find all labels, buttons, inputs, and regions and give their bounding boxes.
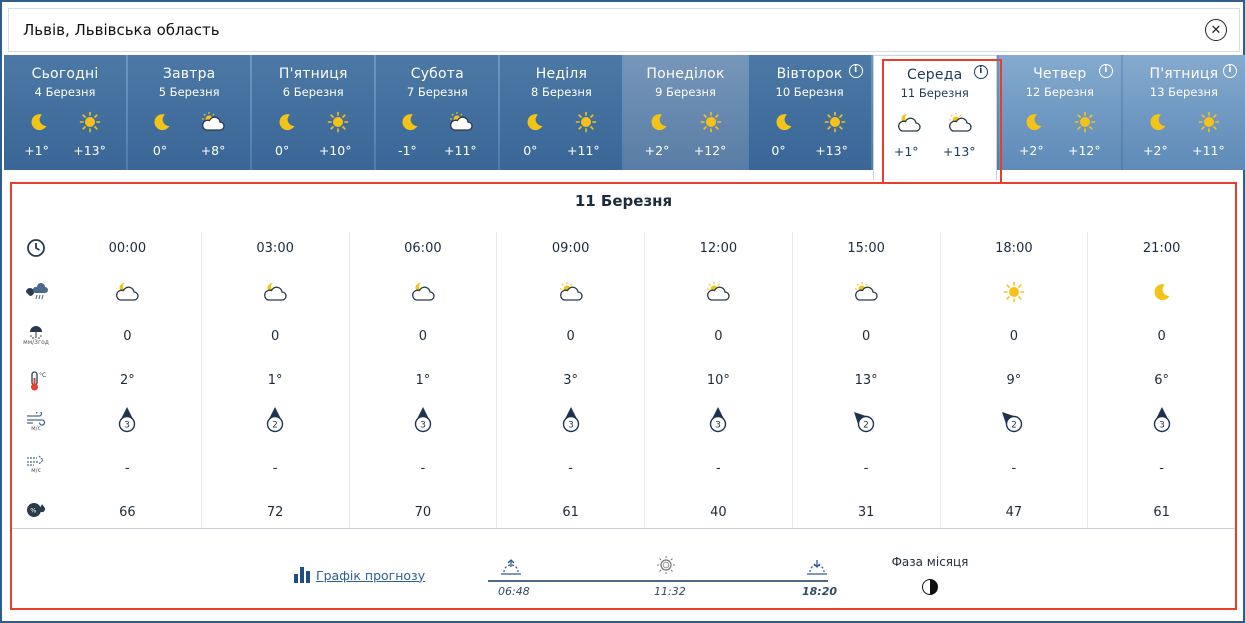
info-icon[interactable]: i [974, 65, 988, 79]
day-temps [252, 143, 374, 158]
precipitation-value: 0 [861, 328, 871, 344]
svg-text:3: 3 [420, 420, 426, 431]
hour-time: 18:00 [995, 240, 1033, 256]
humidity-value: 70 [414, 504, 432, 520]
temperature-value: 1° [415, 372, 431, 388]
wind-gust-icon [22, 454, 50, 480]
day-tab-3[interactable] [376, 55, 498, 170]
min-temp: +2° [1018, 143, 1044, 158]
min-temp: +2° [644, 143, 670, 158]
min-temp: 0° [152, 143, 168, 158]
hour-column [201, 232, 349, 528]
day-icons [999, 109, 1121, 135]
wind-gust-value: - [1159, 460, 1164, 476]
sun-icon [824, 111, 846, 133]
day-temps [874, 144, 996, 159]
wind-direction-icon [645, 404, 792, 436]
wind-gust-value: - [272, 460, 278, 476]
day-detail-panel [10, 182, 1237, 610]
max-temp: +8° [200, 143, 226, 158]
wind-icon [22, 412, 50, 438]
close-button[interactable] [1205, 19, 1227, 41]
first-quarter-moon-icon [922, 579, 938, 595]
day-date: 10 Березня [775, 85, 844, 99]
hourly-grid [12, 232, 1235, 528]
day-temps [1123, 143, 1245, 158]
day-date: 13 Березня [1149, 85, 1218, 99]
sun-icon [1074, 111, 1096, 133]
min-temp: +2° [1143, 143, 1168, 158]
humidity-value: 61 [1153, 504, 1170, 520]
precipitation-value: 0 [418, 328, 428, 344]
noon-sun-icon [656, 555, 676, 575]
partly-cloudy-night-icon [202, 280, 349, 304]
max-temp: +11° [1192, 143, 1225, 158]
day-icons [500, 109, 622, 135]
humidity-icon [22, 500, 50, 526]
day-temps [624, 143, 746, 158]
row-icons [22, 232, 52, 528]
hour-column [496, 232, 644, 528]
day-temps [4, 143, 126, 158]
day-date: 4 Березня [34, 85, 96, 99]
sun-icon [575, 111, 597, 133]
partly-cloudy-icon [497, 280, 644, 304]
moon-icon [1024, 112, 1044, 132]
day-icons [874, 110, 996, 136]
day-tab-0[interactable] [4, 55, 126, 170]
wind-gust-value: - [420, 460, 426, 476]
sun-icon [1198, 111, 1220, 133]
max-temp: +13° [815, 143, 848, 158]
hour-column [644, 232, 792, 528]
humidity-value: 66 [119, 504, 136, 520]
precipitation-value: 0 [1157, 328, 1166, 344]
day-tab-9[interactable] [1123, 55, 1245, 170]
day-tab-4[interactable] [500, 55, 622, 170]
temperature-value: 13° [854, 372, 878, 388]
day-tab-2[interactable] [252, 55, 374, 170]
min-temp: 0° [771, 143, 786, 158]
min-temp: 0° [523, 143, 538, 158]
hour-column [792, 232, 940, 528]
wind-direction-icon [54, 404, 201, 436]
day-name: Субота [410, 66, 464, 82]
day-icons [128, 109, 250, 135]
day-temps [376, 143, 498, 158]
moon-icon [774, 112, 794, 132]
min-temp: -1° [397, 143, 417, 158]
days-strip [4, 55, 1245, 170]
hour-time: 03:00 [256, 240, 294, 256]
max-temp: +11° [567, 143, 600, 158]
day-date: 8 Березня [530, 85, 592, 99]
wind-direction-icon [350, 404, 497, 436]
wind-direction-icon [1088, 404, 1235, 436]
sunrise-icon [500, 557, 522, 577]
svg-text:°C: °C [39, 372, 46, 379]
detail-footer [12, 529, 1235, 610]
close-icon[interactable]: ✕ [1210, 22, 1222, 38]
sunset-time: 18:20 [802, 585, 838, 598]
day-date: 12 Березня [1025, 85, 1094, 99]
thermometer-icon [22, 370, 50, 396]
day-name: Завтра [162, 66, 216, 82]
day-date: 7 Березня [406, 85, 468, 99]
wind-direction-icon [793, 404, 940, 436]
sun-icon [327, 111, 349, 133]
moon-icon [152, 112, 172, 132]
day-name: П'ятниця [1149, 66, 1219, 82]
hour-columns [54, 232, 1235, 528]
wind-direction-icon [497, 404, 644, 436]
precipitation-value: 0 [566, 328, 575, 344]
moon-icon [277, 112, 297, 132]
day-temps [128, 143, 250, 158]
day-tab-1[interactable] [128, 55, 250, 170]
moon-icon [1088, 280, 1235, 304]
row-caption: м/с [31, 425, 41, 432]
day-icons [4, 109, 126, 135]
svg-text:2: 2 [863, 420, 869, 431]
hour-time: 21:00 [1142, 240, 1181, 256]
temperature-value: 1° [267, 372, 283, 388]
partly-cloudy-night-icon [350, 280, 497, 304]
day-name: Понеділок [646, 66, 725, 82]
detail-title: 11 Березня [574, 192, 673, 210]
day-temps [749, 143, 871, 158]
moon-icon [1148, 112, 1168, 132]
info-icon[interactable]: i [1223, 64, 1237, 78]
wind-direction-icon [941, 404, 1088, 436]
hour-time: 00:00 [108, 240, 147, 256]
svg-text:3: 3 [124, 420, 131, 431]
day-temps [500, 143, 622, 158]
day-name: Сьогодні [31, 66, 99, 82]
day-date: 5 Березня [158, 85, 220, 99]
svg-text:3: 3 [1158, 420, 1165, 431]
hour-column [1087, 232, 1235, 528]
forecast-chart-link[interactable] [294, 567, 425, 583]
forecast-chart-label[interactable]: Графік прогнозу [316, 567, 426, 583]
day-icons [624, 109, 746, 135]
info-icon[interactable]: i [849, 64, 863, 78]
day-date: 11 Березня [900, 86, 969, 100]
temperature-value: 2° [119, 372, 135, 388]
day-tab-8[interactable] [999, 55, 1121, 170]
max-temp: +10° [318, 143, 352, 158]
svg-text:3: 3 [715, 420, 722, 431]
partly-cloudy-icon [447, 111, 475, 133]
partly-cloudy-icon [199, 111, 227, 133]
humidity-value: 72 [266, 504, 284, 520]
noon-time: 11:32 [654, 585, 686, 598]
temperature-value: 9° [1006, 372, 1022, 388]
svg-text:2: 2 [272, 420, 278, 431]
hour-column [940, 232, 1088, 528]
location-bar [8, 8, 1240, 52]
day-name: Неділя [535, 66, 588, 82]
wind-gust-value: - [1011, 460, 1017, 476]
wind-direction-icon [202, 404, 349, 436]
moon-icon [29, 112, 49, 132]
min-temp: +1° [893, 144, 919, 159]
max-temp: +13° [73, 143, 106, 158]
bar-chart-icon [294, 567, 310, 583]
wind-gust-value: - [568, 460, 573, 476]
clock-icon [22, 238, 50, 264]
precipitation-value: 0 [270, 328, 280, 344]
hour-column [349, 232, 497, 528]
svg-text:2: 2 [1011, 420, 1017, 431]
hour-time: 06:00 [404, 240, 442, 256]
row-caption: мм/3год [23, 339, 49, 346]
day-icons [252, 109, 374, 135]
day-name: Середа [907, 67, 963, 83]
sunrise-time: 06:48 [498, 585, 530, 598]
min-temp: 0° [275, 143, 290, 158]
day-tab-5[interactable] [624, 55, 746, 170]
hour-time: 12:00 [699, 240, 738, 256]
max-temp: +12° [1068, 143, 1101, 158]
day-icons [1123, 109, 1245, 135]
day-date: 6 Березня [282, 85, 344, 99]
precipitation-value: 0 [123, 328, 132, 344]
precipitation-icon [22, 324, 50, 350]
day-name: Четвер [1033, 66, 1087, 82]
min-temp: +1° [24, 143, 49, 158]
moon-icon [649, 112, 669, 132]
row-caption: м/с [31, 467, 41, 474]
day-tab-6[interactable] [749, 55, 871, 170]
wind-gust-value: - [125, 460, 130, 476]
info-icon[interactable]: i [1099, 64, 1113, 78]
max-temp: +13° [942, 144, 976, 159]
day-name: Вівторок [776, 66, 843, 82]
temperature-value: 10° [706, 372, 730, 388]
temperature-value: 3° [563, 372, 579, 388]
day-icons [749, 109, 871, 135]
humidity-value: 40 [710, 504, 727, 520]
sunset-icon [806, 557, 828, 577]
humidity-value: 47 [1005, 504, 1023, 520]
sun-icon [700, 111, 722, 133]
partly-cloudy-icon [793, 280, 940, 304]
cloudiness-icon [22, 282, 50, 308]
daylight-line [488, 580, 828, 582]
partly-cloudy-night-icon [895, 112, 923, 134]
sun-icon [79, 111, 101, 133]
location-title: Львів, Львівська область [23, 21, 220, 39]
day-name: П'ятниця [278, 66, 348, 82]
day-icons [376, 109, 498, 135]
hour-time: 09:00 [551, 240, 590, 256]
sun-track [488, 555, 838, 605]
moon-phase [890, 555, 970, 595]
max-temp: +11° [444, 143, 477, 158]
svg-text:%: % [30, 506, 37, 515]
partly-cloudy-icon [946, 112, 974, 134]
partly-cloudy-icon [645, 280, 792, 304]
humidity-value: 31 [857, 504, 875, 520]
moon-icon [525, 112, 545, 132]
moon-phase-label: Фаза місяця [891, 555, 969, 569]
precipitation-value: 0 [714, 328, 723, 344]
svg-text:3: 3 [567, 420, 574, 431]
temperature-value: 6° [1154, 372, 1170, 388]
hour-column [54, 232, 201, 528]
sun-icon [941, 280, 1088, 304]
precipitation-value: 0 [1009, 328, 1019, 344]
humidity-value: 61 [562, 504, 579, 520]
day-tab-7[interactable] [873, 55, 997, 180]
wind-gust-value: - [863, 460, 869, 476]
hour-time: 15:00 [847, 240, 885, 256]
day-temps [999, 143, 1121, 158]
wind-gust-value: - [716, 460, 721, 476]
day-date: 9 Березня [655, 85, 716, 99]
moon-icon [400, 112, 420, 132]
partly-cloudy-night-icon [54, 280, 201, 304]
max-temp: +12° [693, 143, 727, 158]
